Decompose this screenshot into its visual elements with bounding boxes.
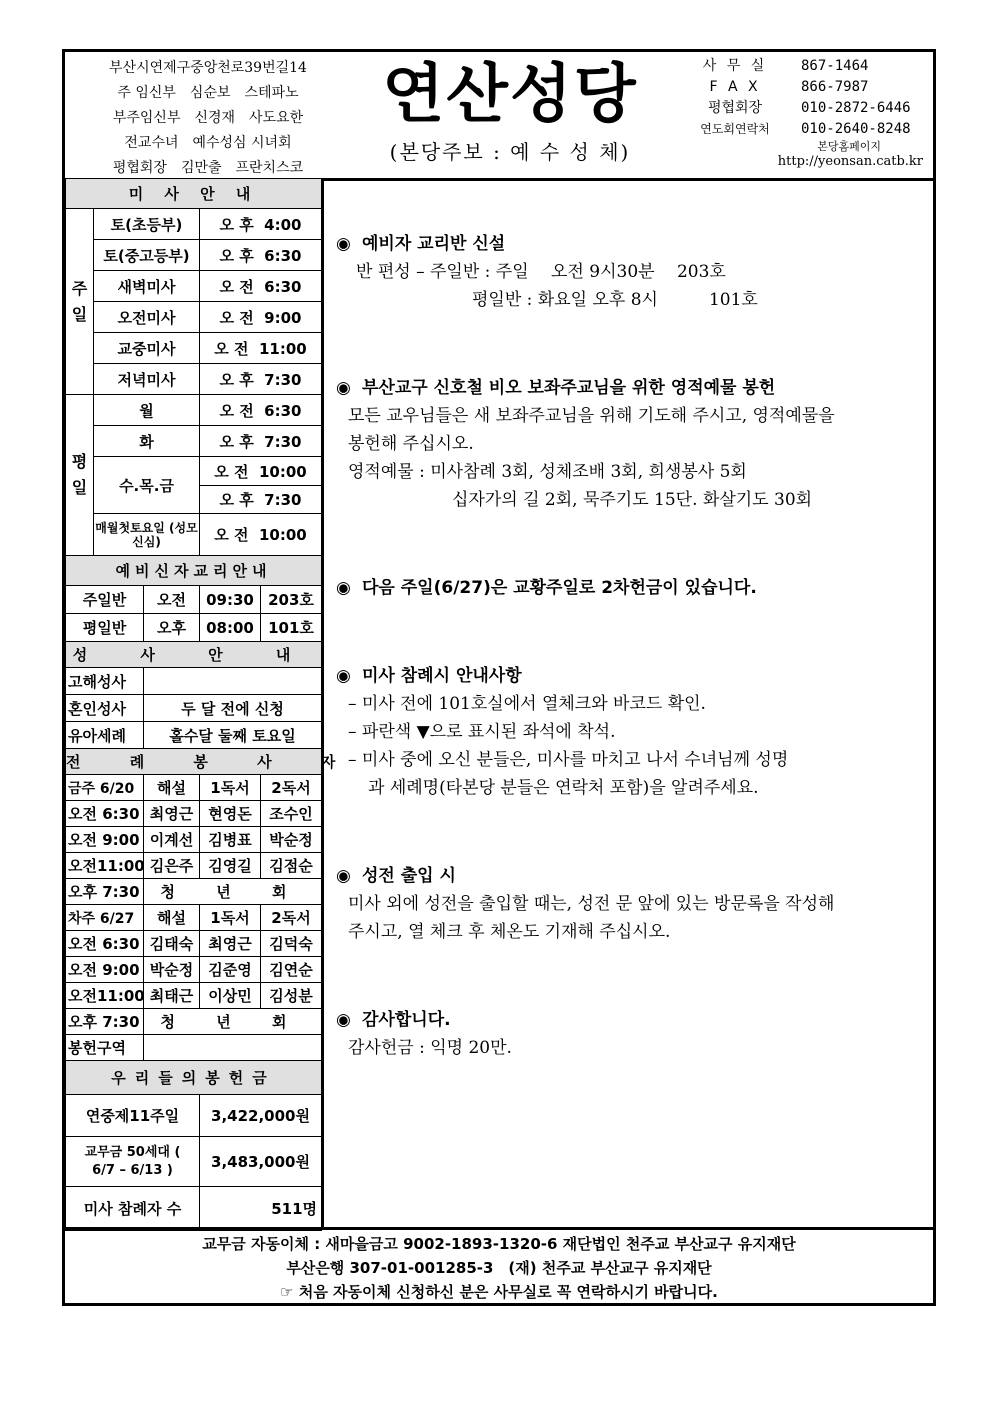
bullet-icon: ◉ bbox=[336, 578, 351, 598]
sacrament-name: 고해성사 bbox=[66, 668, 144, 695]
liturgy-person: 김덕숙 bbox=[261, 931, 322, 957]
contact-value: 010-2872-6446 bbox=[801, 100, 911, 116]
offering-value: 511명 bbox=[200, 1187, 322, 1231]
assistant-pastor: 부주임신부 신경재 사도요한 bbox=[112, 110, 304, 126]
liturgy-time: 오후 7:30 bbox=[66, 879, 144, 905]
offering-name: 연중제11주일 bbox=[66, 1095, 200, 1137]
liturgy-week: 차주 6/27 bbox=[66, 905, 144, 931]
class-name: 주일반 bbox=[66, 586, 144, 614]
liturgy-time: 오전11:00 bbox=[66, 853, 144, 879]
liturgy-person: 최태근 bbox=[144, 983, 200, 1009]
sacrament-name: 유아세례 bbox=[66, 722, 144, 749]
notice-line: 모든 교우님들은 새 보좌주교님을 위해 기도해 주시고, 영적예물을 bbox=[348, 406, 835, 426]
mass-name: 수.목.금 bbox=[94, 457, 200, 514]
sidebar-table bbox=[65, 178, 358, 1231]
notice-line: 봉헌해 주십시오. bbox=[348, 434, 474, 454]
bullet-icon: ◉ bbox=[336, 234, 351, 254]
mass-time: 오 후 7:30 bbox=[200, 486, 322, 514]
liturgy-group: 청 년 회 bbox=[144, 879, 322, 905]
notice-church-entry bbox=[336, 862, 928, 946]
notices bbox=[324, 178, 933, 1227]
bulletin-page bbox=[62, 49, 936, 1306]
mass-time: 오 전 10:00 bbox=[200, 457, 322, 486]
mass-time: 오 후 4:00 bbox=[200, 209, 322, 240]
notice-line: 평일반 : 화요일 오후 8시 101호 bbox=[472, 290, 758, 310]
liturgy-person: 김영길 bbox=[200, 853, 261, 879]
liturgy-time: 오전11:00 bbox=[66, 983, 144, 1009]
notice-title: ◉ 성전 출입 시 bbox=[336, 862, 928, 890]
bullet-icon: ◉ bbox=[336, 666, 351, 686]
mass-name: 새벽미사 bbox=[94, 271, 200, 302]
mass-name: 토(초등부) bbox=[94, 209, 200, 240]
offering-name: 교무금 50세대 ( 6/7 – 6/13 ) bbox=[66, 1137, 200, 1187]
bullet-icon: ◉ bbox=[336, 378, 351, 398]
contact-label: F A X bbox=[709, 79, 761, 95]
sacrament-value: 홀수달 둘째 토요일 bbox=[144, 722, 322, 749]
liturgy-role: 1독서 bbox=[200, 905, 261, 931]
notice-line: 미사 외에 성전을 출입할 때는, 성전 문 앞에 있는 방문록을 작성해 bbox=[348, 894, 835, 914]
contact-value: 010-2640-8248 bbox=[801, 121, 911, 137]
mass-name: 월 bbox=[94, 395, 200, 426]
liturgy-role: 해설 bbox=[144, 905, 200, 931]
bulletin-footer bbox=[65, 1227, 933, 1306]
notice-line: – 미사 중에 오신 분들은, 미사를 마치고 나서 수녀님께 성명 bbox=[348, 750, 789, 770]
liturgy-time: 오후 7:30 bbox=[66, 1009, 144, 1035]
contact-row bbox=[683, 56, 931, 77]
mass-time: 오 전 6:30 bbox=[200, 271, 322, 302]
class-time: 08:00 bbox=[200, 614, 261, 642]
offering-area-label: 봉헌구역 bbox=[66, 1035, 144, 1061]
liturgy-role: 해설 bbox=[144, 775, 200, 801]
contact-info bbox=[683, 56, 931, 170]
liturgy-person: 김성분 bbox=[261, 983, 322, 1009]
notice-line: 반 편성 – 주일반 : 주일 오전 9시30분 203호 bbox=[356, 262, 726, 282]
liturgy-person: 김준영 bbox=[200, 957, 261, 983]
bank-account: 부산은행 307-01-001285-3 (재) 천주교 부산교구 유지재단 bbox=[286, 1259, 712, 1277]
homepage-link[interactable]: http://yeonsan.catb.kr bbox=[777, 154, 923, 169]
liturgy-group: 청 년 회 bbox=[144, 1009, 322, 1035]
auto-transfer-account: 교무금 자동이체 : 새마을금고 9002-1893-1320-6 재단법인 천주교 부산교구 유지재단 bbox=[202, 1235, 796, 1253]
sunday-label: 주일 bbox=[66, 209, 94, 395]
mass-time: 오 전 11:00 bbox=[200, 333, 322, 364]
mass-name: 저녁미사 bbox=[94, 364, 200, 395]
liturgy-person: 최영근 bbox=[144, 801, 200, 827]
notice-catechumen-class bbox=[336, 230, 928, 314]
class-ampm: 오후 bbox=[144, 614, 200, 642]
notice-title: ◉ 부산교구 신호철 비오 보좌주교님을 위한 영적예물 봉헌 bbox=[336, 374, 928, 402]
contact-label: 연도회연락처 bbox=[700, 122, 770, 136]
offering-heading: 우리들의봉헌금 bbox=[66, 1061, 322, 1095]
liturgy-person: 김태숙 bbox=[144, 931, 200, 957]
council-president: 평협회장 김만출 프란치스코 bbox=[112, 160, 304, 176]
mass-time: 오 전 10:00 bbox=[200, 514, 322, 556]
class-ampm: 오전 bbox=[144, 586, 200, 614]
weekday-label: 평일 bbox=[66, 395, 94, 556]
notice-line: 주시고, 열 체크 후 체온도 기재해 주십시오. bbox=[348, 922, 671, 942]
contact-value: 867-1464 bbox=[801, 58, 869, 74]
class-time: 09:30 bbox=[200, 586, 261, 614]
notice-line: – 파란색 ▼으로 표시된 좌석에 착석. bbox=[348, 722, 616, 742]
liturgy-person: 최영근 bbox=[200, 931, 261, 957]
mass-name: 오전미사 bbox=[94, 302, 200, 333]
liturgy-time: 오전 9:00 bbox=[66, 957, 144, 983]
liturgy-role: 2독서 bbox=[261, 775, 322, 801]
liturgy-time: 오전 9:00 bbox=[66, 827, 144, 853]
sacrament-value: 두 달 전에 신청 bbox=[144, 695, 322, 722]
mass-time: 오 후 7:30 bbox=[200, 426, 322, 457]
notice-line: 영적예물 : 미사참례 3회, 성체조배 3회, 희생봉사 5회 bbox=[348, 462, 747, 482]
parish-info bbox=[73, 56, 343, 181]
bulletin-subtitle: (본당주보 : 예 수 성 체) bbox=[389, 140, 631, 164]
sisters: 전교수녀 예수성심 시녀회 bbox=[124, 135, 292, 151]
offering-value: 3,422,000원 bbox=[200, 1095, 322, 1137]
bullet-icon: ◉ bbox=[336, 1010, 351, 1030]
notice-line: 감사헌금 : 익명 20만. bbox=[348, 1038, 512, 1058]
sacrament-heading: 성 사 안 내 bbox=[66, 642, 322, 668]
notice-title: ◉ 미사 참례시 안내사항 bbox=[336, 662, 928, 690]
notice-line: 십자가의 길 2회, 묵주기도 15단. 화살기도 30회 bbox=[452, 490, 813, 510]
mass-name: 토(중고등부) bbox=[94, 240, 200, 271]
notice-thanks bbox=[336, 1006, 928, 1062]
contact-row bbox=[683, 119, 931, 140]
liturgy-role: 2독서 bbox=[261, 905, 322, 931]
offering-name: 미사 참례자 수 bbox=[66, 1187, 200, 1231]
liturgy-role: 1독서 bbox=[200, 775, 261, 801]
liturgy-person: 김점순 bbox=[261, 853, 322, 879]
contact-row bbox=[683, 77, 931, 98]
liturgy-person: 조수인 bbox=[261, 801, 322, 827]
sacrament-name: 혼인성사 bbox=[66, 695, 144, 722]
class-room: 101호 bbox=[261, 614, 322, 642]
notice-spiritual-offering bbox=[336, 374, 928, 514]
liturgy-time: 오전 6:30 bbox=[66, 931, 144, 957]
transfer-note: ☞ 처음 자동이체 신청하신 분은 사무실로 꼭 연락하시기 바랍니다. bbox=[280, 1283, 718, 1301]
sidebar bbox=[65, 178, 358, 1227]
homepage-label: 본당홈페이지 bbox=[817, 140, 881, 153]
notice-title: ◉ 다음 주일(6/27)은 교황주일로 2차헌금이 있습니다. bbox=[336, 574, 928, 602]
notice-mass-guidelines bbox=[336, 662, 928, 802]
mass-time: 오 전 9:00 bbox=[200, 302, 322, 333]
notice-line: 과 세례명(타본당 분들은 연락처 포함)을 알려주세요. bbox=[368, 778, 759, 798]
contact-value: 866-7987 bbox=[801, 79, 869, 95]
sacrament-value bbox=[144, 668, 322, 695]
notice-line: – 미사 전에 101호실에서 열체크와 바코드 확인. bbox=[348, 694, 706, 714]
bullet-icon: ◉ bbox=[336, 866, 351, 886]
mass-name: 교중미사 bbox=[94, 333, 200, 364]
catechumen-heading: 예비신자교리안내 bbox=[66, 556, 322, 586]
mass-time: 오 후 7:30 bbox=[200, 364, 322, 395]
offering-value: 3,483,000원 bbox=[200, 1137, 322, 1187]
liturgy-heading: 전 례 봉 사 자 bbox=[66, 749, 322, 775]
class-name: 평일반 bbox=[66, 614, 144, 642]
liturgy-time: 오전 6:30 bbox=[66, 801, 144, 827]
contact-row bbox=[683, 98, 931, 119]
mass-time: 오 전 6:30 bbox=[200, 395, 322, 426]
class-room: 203호 bbox=[261, 586, 322, 614]
liturgy-person: 이계선 bbox=[144, 827, 200, 853]
liturgy-person: 이상민 bbox=[200, 983, 261, 1009]
mass-name: 매월첫토요일 (성모신심) bbox=[94, 514, 200, 556]
address: 부산시연제구중앙천로39번길14 bbox=[109, 60, 307, 76]
mass-time: 오 후 6:30 bbox=[200, 240, 322, 271]
liturgy-person: 김연순 bbox=[261, 957, 322, 983]
liturgy-person: 박순정 bbox=[144, 957, 200, 983]
bulletin-header bbox=[65, 52, 933, 181]
liturgy-week: 금주 6/20 bbox=[66, 775, 144, 801]
contact-label: 평협회장 bbox=[707, 100, 763, 116]
notice-second-collection bbox=[336, 574, 928, 602]
offering-area-value bbox=[144, 1035, 322, 1061]
notice-title: ◉ 예비자 교리반 신설 bbox=[336, 230, 928, 258]
liturgy-person: 박순정 bbox=[261, 827, 322, 853]
notice-title: ◉ 감사합니다. bbox=[336, 1006, 928, 1034]
liturgy-person: 김은주 bbox=[144, 853, 200, 879]
mass-heading: 미 사 안 내 bbox=[66, 179, 322, 209]
parish-title: 연산성당 bbox=[382, 58, 638, 132]
contact-label: 사 무 실 bbox=[702, 58, 768, 74]
liturgy-person: 김병표 bbox=[200, 827, 261, 853]
liturgy-person: 현영돈 bbox=[200, 801, 261, 827]
mass-name: 화 bbox=[94, 426, 200, 457]
pastor: 주 임신부 심순보 스테파노 bbox=[117, 85, 299, 101]
